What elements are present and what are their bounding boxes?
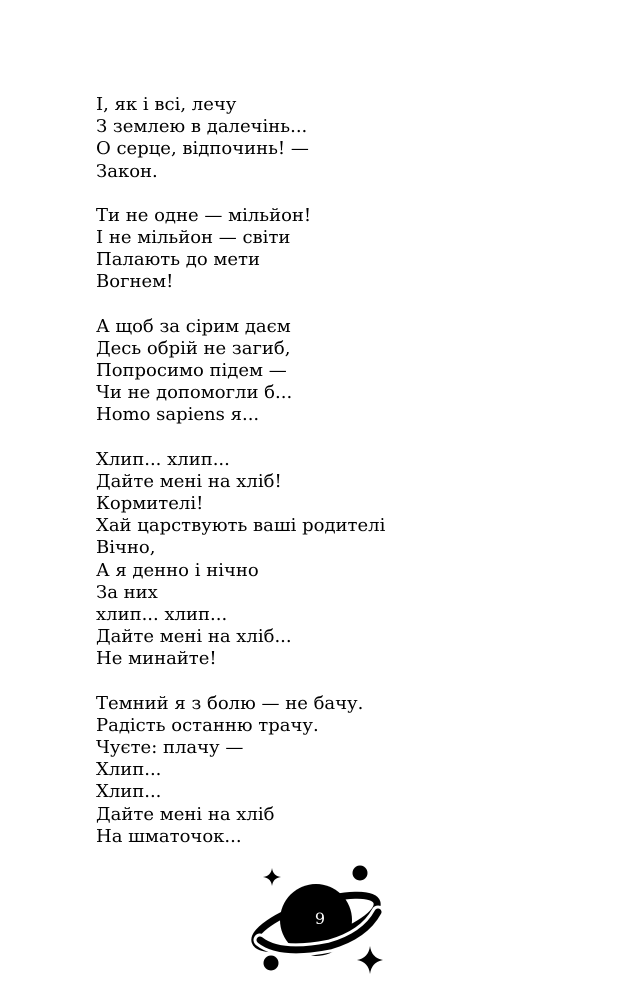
four-point-star-icon	[263, 868, 281, 886]
poem-line: Закон.	[96, 160, 158, 182]
poem-line: Чи не допомогли б...	[96, 382, 293, 404]
poem	[96, 94, 576, 870]
page-number: 9	[314, 909, 326, 928]
poem-line: Вічно,	[96, 537, 156, 559]
poem-line: Хлип...	[96, 759, 162, 781]
poem-line: А я денно і нічно	[96, 559, 259, 581]
poem-line: Дайте мені на хліб...	[96, 626, 292, 648]
poem-line: Хай царствують ваші родителі	[96, 515, 386, 537]
poem-line: О серце, відпочинь! —	[96, 138, 309, 160]
poem-line: Кормителі!	[96, 493, 204, 515]
poem-line: І не мільйон — світи	[96, 227, 291, 249]
stanza	[96, 449, 576, 671]
poem-line: Дайте мені на хліб	[96, 803, 275, 825]
poem-line: Не минайте!	[96, 648, 217, 670]
poem-line: хлип... хлип...	[96, 604, 228, 626]
stanza	[96, 693, 576, 848]
poem-line: Попросимо підем —	[96, 360, 287, 382]
poem-line: Дайте мені на хліб!	[96, 470, 282, 492]
moon-dot-icon	[264, 956, 279, 971]
poem-line: Темний я з болю — не бачу.	[96, 692, 364, 714]
poem-line: На шматочок...	[96, 825, 242, 847]
stanza	[96, 94, 576, 183]
poem-line: А щоб за сірим даєм	[96, 315, 291, 337]
poem-line: Ти не одне — мільйон!	[96, 204, 312, 226]
poem-line: Хлип...	[96, 781, 162, 803]
poem-line: Хлип... хлип...	[96, 448, 230, 470]
four-point-star-icon	[357, 946, 383, 974]
poem-line: Homo sapiens я...	[96, 404, 260, 426]
poem-line: Палають до мети	[96, 249, 260, 271]
poem-line: Десь обрій не загиб,	[96, 337, 291, 359]
poem-line: І, як і всі, лечу	[96, 94, 237, 115]
poem-line: За них	[96, 581, 158, 603]
poem-line: Чуєте: плачу —	[96, 737, 244, 759]
stanza	[96, 316, 576, 427]
stanza	[96, 205, 576, 294]
poem-line: З землею в далечінь...	[96, 116, 308, 138]
poem-line: Радість останню трачу.	[96, 714, 319, 736]
moon-dot-icon	[353, 866, 368, 881]
poem-line: Вогнем!	[96, 271, 174, 293]
